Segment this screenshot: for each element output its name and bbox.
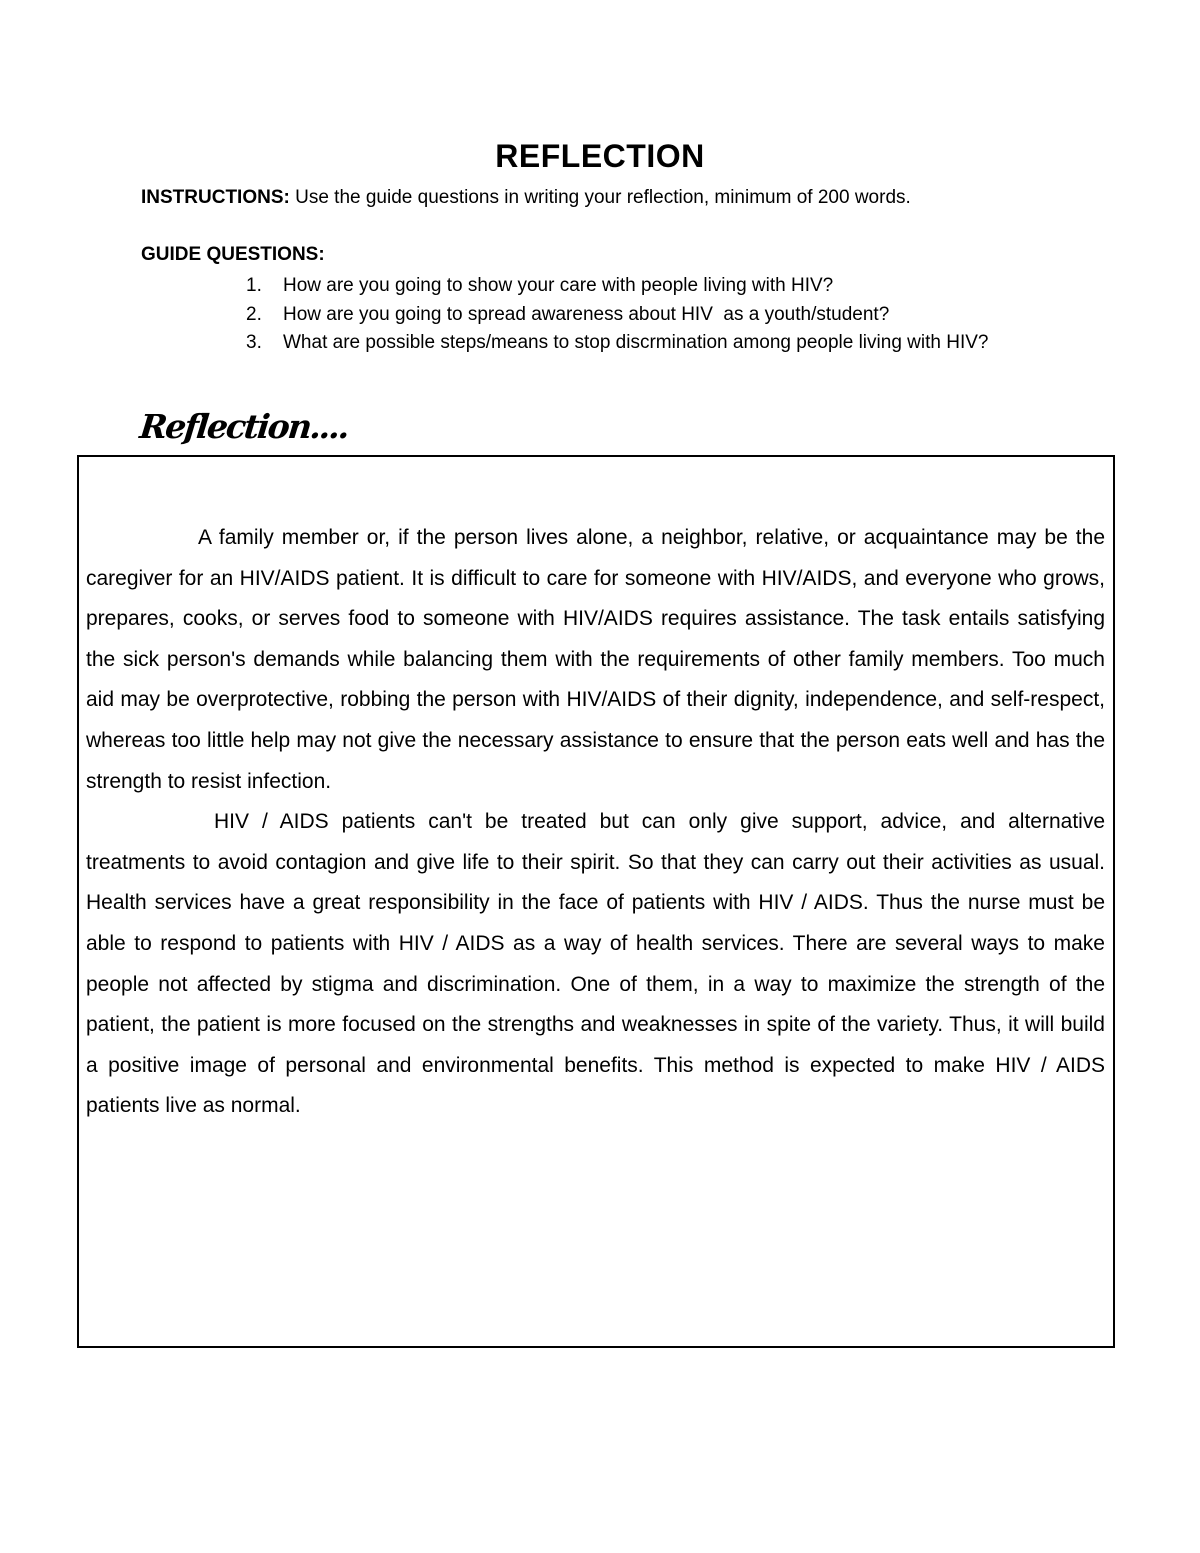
guide-question-number: 1.	[246, 275, 262, 296]
guide-question-text: How are you going to show your care with people living with HIV?	[283, 275, 834, 296]
guide-question-number: 2.	[246, 303, 262, 325]
guide-question-item	[246, 272, 1036, 301]
instructions	[141, 187, 911, 209]
guide-question-number: 3.	[246, 332, 262, 353]
reflection-paragraph: A family member or, if the person lives alone, a neighbor, relative, or acquaintance may be the caregiver for an HIV/AIDS patient. It is difficult to care for someone with HIV/AIDS, and everyone who grows, prepares, cooks, or serves food to someone with HIV/AIDS requires assistance. The task entails satisfying the sick person's demands while balancing them with the requirements of other family members. Too much aid may be overprotective, robbing the person with HIV/AIDS of their dignity, independence, and self-respect, whereas too little help may not give the necessary assistance to ensure that the person eats well and has the strength to resist infection.	[86, 526, 1105, 793]
guide-question-item	[246, 329, 1036, 358]
instructions-text: Use the guide questions in writing your reflection, minimum of 200 words.	[289, 187, 911, 208]
guide-question-text: How are you going to spread awareness about HIV as a youth/student?	[283, 303, 890, 325]
instructions-label: INSTRUCTIONS:	[141, 187, 290, 208]
guide-questions-label: GUIDE QUESTIONS:	[141, 244, 325, 265]
guide-question-item	[246, 301, 1036, 330]
page-title: REFLECTION	[495, 138, 705, 174]
reflection-paragraph: HIV / AIDS patients can't be treated but can only give support, advice, and alternative treatments to avoid contagion and give life to their spirit. So that they can carry out their activities as usual. Health services have a great responsibility in the face of patients with HIV / AIDS. Thus the nurse must be able to respond to patients with HIV / AIDS as a way of health services. There are several ways to make people not affected by stigma and discrimination. One of them, in a way to maximize the strength of the patient, the patient is more focused on the strengths and weaknesses in spite of the variety. Thus, it will build a positive image of personal and environmental benefits. This method is expected to make HIV / AIDS patients live as normal.	[86, 810, 1105, 1118]
reflection-body	[86, 518, 1105, 1127]
reflection-heading: Reflection....	[137, 407, 351, 446]
guide-questions-list	[246, 272, 1036, 358]
guide-question-text: What are possible steps/means to stop discrmination among people living with HIV?	[283, 332, 989, 353]
